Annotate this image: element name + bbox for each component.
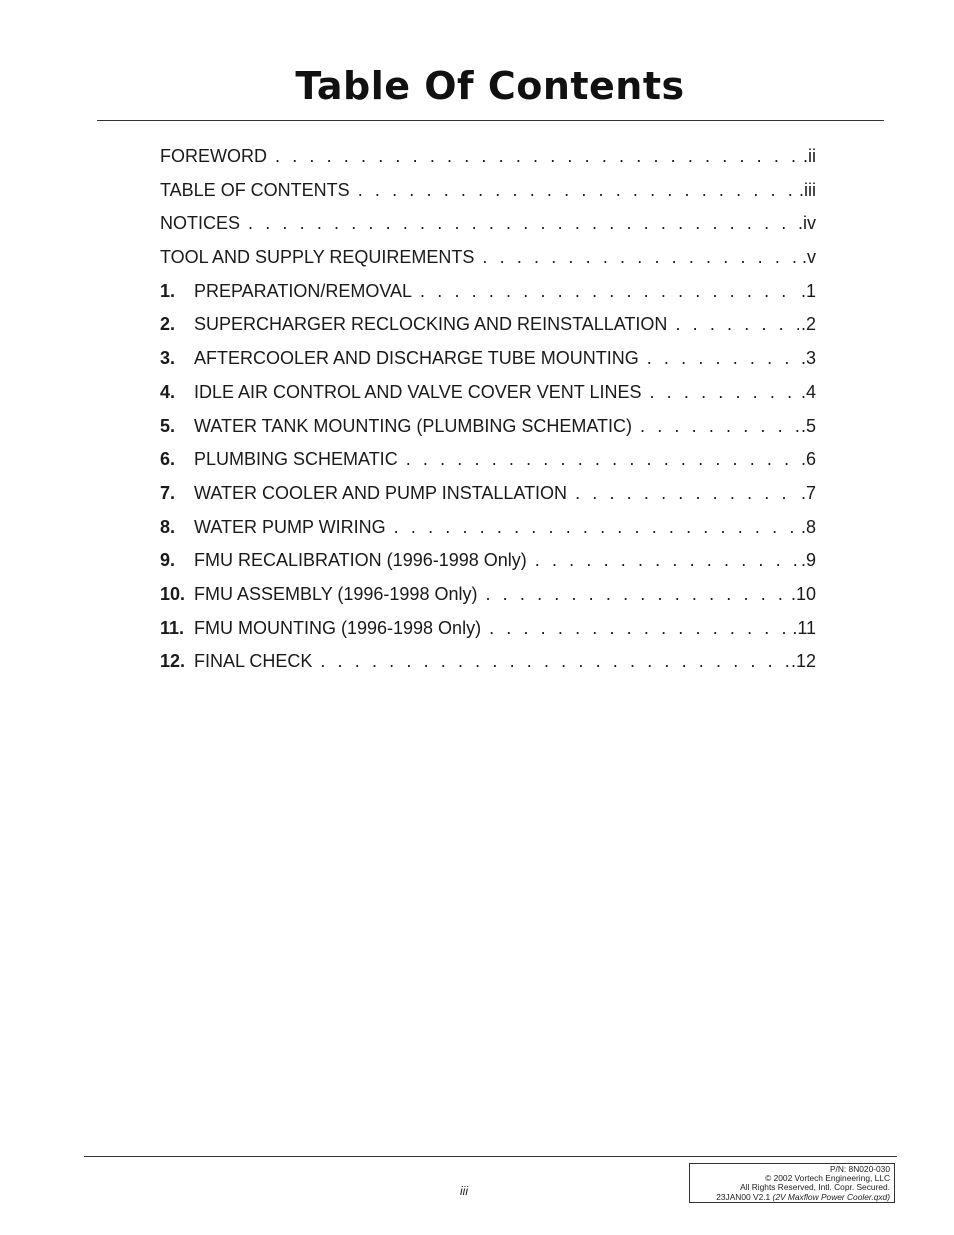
- toc-entry-number: 4.: [160, 381, 176, 402]
- version-line: [694, 1193, 890, 1202]
- toc-dot-leader: [649, 376, 799, 410]
- toc-entry-number: 6.: [160, 449, 176, 470]
- toc-dot-leader: [489, 612, 790, 646]
- toc-dot-leader: [675, 308, 799, 342]
- toc-entry-section-8[interactable]: [160, 511, 816, 545]
- toc-dot-leader: [485, 578, 789, 612]
- toc-dot-leader: [482, 241, 800, 275]
- toc-entry-page: .2: [800, 314, 816, 335]
- version-code: 23JAN00 V2.1: [716, 1191, 771, 1202]
- toc-dot-leader: [406, 443, 799, 477]
- toc-dot-leader: [640, 410, 799, 444]
- toc-entry-number: 7.: [160, 482, 176, 503]
- toc-entry-section-9[interactable]: [160, 544, 816, 578]
- toc-entry-label: FMU ASSEMBLY (1996-1998 Only): [194, 583, 478, 604]
- imprint-box: [689, 1163, 895, 1203]
- toc-entry-page: .7: [800, 482, 816, 503]
- toc-dot-leader: [420, 275, 799, 309]
- toc-entry-section-4[interactable]: [160, 376, 816, 410]
- toc-dot-leader: [320, 645, 789, 679]
- toc-entry-page: .iv: [798, 213, 816, 234]
- toc-entry-page: .ii: [803, 146, 816, 166]
- toc-entry-section-3[interactable]: [160, 342, 816, 376]
- toc-entry-page: .1: [800, 280, 816, 301]
- toc-entry-label: PREPARATION/REMOVAL: [194, 280, 413, 301]
- toc-entry-label: FMU RECALIBRATION (1996-1998 Only): [194, 550, 527, 571]
- toc-entry-number: 12.: [160, 651, 186, 672]
- toc-entry-section-2[interactable]: [160, 308, 816, 342]
- toc-entry-number: 2.: [160, 314, 176, 335]
- toc-entry-page: .iii: [799, 179, 816, 200]
- toc-entry-page: .3: [800, 348, 816, 369]
- toc-entry-label: PLUMBING SCHEMATIC: [194, 449, 398, 470]
- toc-dot-leader: [275, 140, 801, 174]
- toc-entry-table-of-contents[interactable]: [160, 174, 816, 208]
- toc-entry-number: 9.: [160, 550, 176, 571]
- toc-entry-section-12[interactable]: [160, 645, 816, 679]
- toc-entry-page: .4: [800, 381, 816, 402]
- toc-entry-page: .12: [790, 651, 816, 672]
- source-file-name: (2V Maxflow Power Cooler.qxd): [772, 1191, 890, 1202]
- toc-entry-label: TABLE OF CONTENTS: [160, 179, 350, 200]
- toc-entry-label: TOOL AND SUPPLY REQUIREMENTS: [160, 247, 475, 268]
- toc-entry-label: WATER COOLER AND PUMP INSTALLATION: [194, 482, 568, 503]
- toc-entry-page: .v: [801, 247, 816, 268]
- toc-entry-tool-and-supply-requirements[interactable]: [160, 241, 816, 275]
- toc-dot-leader: [575, 477, 799, 511]
- toc-entry-label: FINAL CHECK: [194, 651, 313, 672]
- rights-notice: All Rights Reserved, Intl. Copr. Secured.: [740, 1182, 890, 1193]
- toc-entry-label: AFTERCOOLER AND DISCHARGE TUBE MOUNTING: [194, 348, 639, 369]
- toc-entry-foreword[interactable]: [160, 140, 816, 174]
- part-number: P/N: 8N020-030: [829, 1164, 890, 1174]
- toc-entry-section-7[interactable]: [160, 477, 816, 511]
- toc-entry-number: 8.: [160, 516, 176, 537]
- page-title: Table Of Contents: [295, 64, 685, 108]
- toc-entry-section-6[interactable]: [160, 443, 816, 477]
- toc-entry-section-11[interactable]: [160, 612, 816, 646]
- toc-entry-label: SUPERCHARGER RECLOCKING AND REINSTALLATION: [194, 314, 668, 335]
- toc-entry-label: NOTICES: [160, 213, 241, 234]
- toc-entry-page: .5: [800, 415, 816, 436]
- toc-entry-page: .8: [800, 516, 816, 537]
- toc-entry-label: WATER TANK MOUNTING (PLUMBING SCHEMATIC): [194, 415, 633, 436]
- toc-entry-page: .10: [790, 583, 816, 604]
- toc-entry-number: 5.: [160, 415, 176, 436]
- toc-dot-leader: [394, 511, 799, 545]
- toc-entry-number: 10.: [160, 583, 186, 604]
- toc-entry-section-1[interactable]: [160, 275, 816, 309]
- title-divider: [97, 120, 884, 121]
- table-of-contents: [160, 140, 816, 679]
- toc-entry-label: WATER PUMP WIRING: [194, 516, 386, 537]
- toc-entry-number: 1.: [160, 280, 176, 301]
- copyright-notice: © 2002 Vortech Engineering, LLC: [765, 1173, 890, 1184]
- toc-entry-section-5[interactable]: [160, 410, 816, 444]
- toc-entry-label: IDLE AIR CONTROL AND VALVE COVER VENT LINES: [194, 381, 642, 402]
- toc-entry-page: .6: [800, 449, 816, 470]
- toc-entry-notices[interactable]: [160, 207, 816, 241]
- toc-dot-leader: [358, 174, 797, 208]
- footer-divider: [84, 1156, 897, 1157]
- toc-entry-number: 3.: [160, 348, 176, 369]
- toc-dot-leader: [248, 207, 796, 241]
- toc-entry-label: FMU MOUNTING (1996-1998 Only): [194, 617, 482, 638]
- toc-dot-leader: [647, 342, 799, 376]
- toc-entry-section-10[interactable]: [160, 578, 816, 612]
- toc-entry-page: .9: [800, 550, 816, 571]
- page-number: iii: [460, 1184, 468, 1198]
- toc-dot-leader: [535, 544, 799, 578]
- toc-entry-label: FOREWORD: [160, 146, 267, 166]
- toc-entry-page: .11: [792, 617, 816, 638]
- toc-entry-number: 11.: [160, 617, 185, 638]
